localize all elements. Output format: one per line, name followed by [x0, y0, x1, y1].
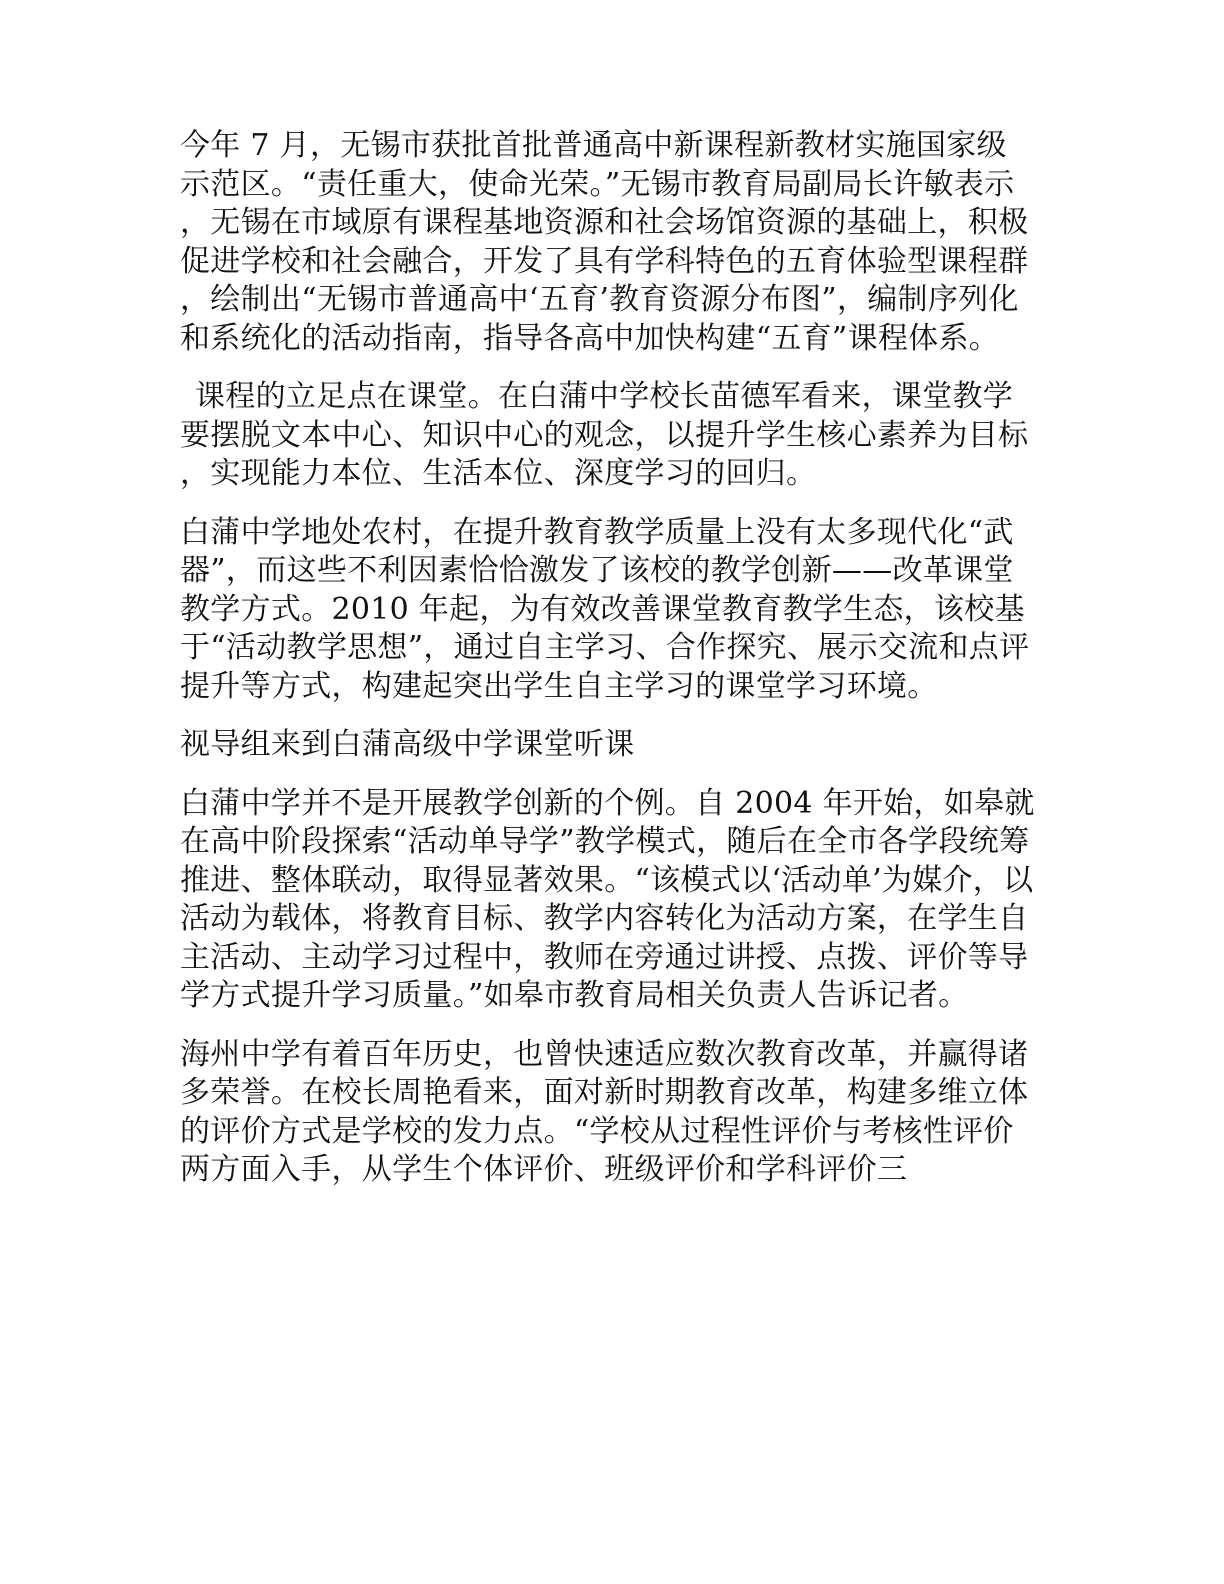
image-caption-text: 视导组来到白蒲高级中学课堂听课: [180, 727, 635, 762]
paragraph-classroom-foundation: 课程的立足点在课堂。在白蒲中学校长苗德军看来，课堂教学要摆脱文本中心、知识中心的观念，以提升学生核心素养为目标，实现能力本位、生活本位、深度学习的回归。: [180, 379, 1029, 491]
paragraph-haizhou-evaluation: 海州中学有着百年历史，也曾快速适应数次教育改革，并赢得诸多荣誉。在校长周艳看来，面对新时期教育改革，构建多维立体的评价方式是学校的发力点。“学校从过程性评价与考核性评价两方面入手，从学生个体评价、班级评价和学科评价三: [180, 1036, 1029, 1187]
paragraph-wuxi-demonstration-zone: 今年 7 月，无锡市获批首批普通高中新课程新教材实施国家级示范区。“责任重大，使命光荣。”无锡市教育局副局长许敏表示，无锡在市域原有课程基地资源和社会场馆资源的基础上，积极促进学校和社会融合，开发了具有学科特色的五育体验型课程群，绘制出“无锡市普通高中‘五育’教育资源分布图”，编制序列化和系统化的活动指南，指导各高中加快构建“五育”课程体系。: [180, 128, 1029, 356]
paragraph-rugao-activity-guide: 白蒲中学并不是开展教学创新的个例。自 2004 年开始，如皋就在高中阶段探索“活动单导学”教学模式，随后在全市各学段统筹推进、整体联动，取得显著效果。“该模式以‘活动单’为媒介，以活动为载体，将教育目标、教学内容转化为活动方案，在学生自主活动、主动学习过程中，教师在旁通过讲授、点拨、评价等导学方式提升学习质量。”如皋市教育局相关负责人告诉记者。: [180, 785, 1035, 1013]
paragraph-baipu-rural-innovation: 白蒲中学地处农村，在提升教育教学质量上没有太多现代化“武器”，而这些不利因素恰恰激发了该校的教学创新——改革课堂教学方式。2010 年起，为有效改善课堂教育教学生态，该校基于“活动教学思想”，通过自主学习、合作探究、展示交流和点评提升等方式，构建起突出学生自主学习的课堂学习环境。: [180, 514, 1030, 704]
document-page: [180, 127, 1036, 1210]
